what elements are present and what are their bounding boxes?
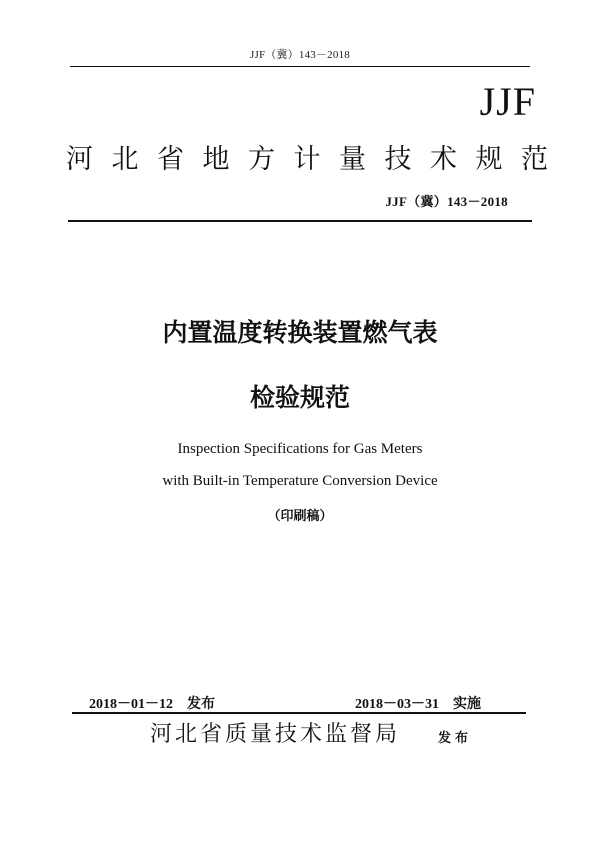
header-code: JJF（冀）143－2018 xyxy=(250,49,350,61)
issue-label: 发布 xyxy=(187,696,215,712)
effective-date: 2018－03－31 xyxy=(355,697,439,712)
standard-code: JJF（冀）143－2018 xyxy=(385,194,508,209)
title-divider xyxy=(68,220,532,222)
document-title-cn-line2: 检验规范 xyxy=(249,383,350,412)
header-divider xyxy=(70,66,530,67)
issuing-authority: 河北省质量技术监督局 xyxy=(150,722,401,747)
footer-divider xyxy=(72,712,526,714)
issuing-action: 发布 xyxy=(438,731,473,746)
issue-date: 2018－01－12 xyxy=(89,697,173,712)
document-title-en-line1: Inspection Specifications for Gas Meters xyxy=(177,441,423,457)
jjf-logo: JJF xyxy=(479,79,536,124)
print-edition-note: （印刷稿） xyxy=(267,509,333,524)
document-title-en-line2: with Built-in Temperature Conversion Device xyxy=(162,473,438,489)
effective-label: 实施 xyxy=(453,696,481,712)
document-title-cn-line1: 内置温度转换装置燃气表 xyxy=(162,318,438,347)
issue-date-group xyxy=(89,693,215,713)
effective-date-group xyxy=(355,693,481,713)
standard-series-title: 河北省地方计量技术规范 xyxy=(66,144,567,175)
